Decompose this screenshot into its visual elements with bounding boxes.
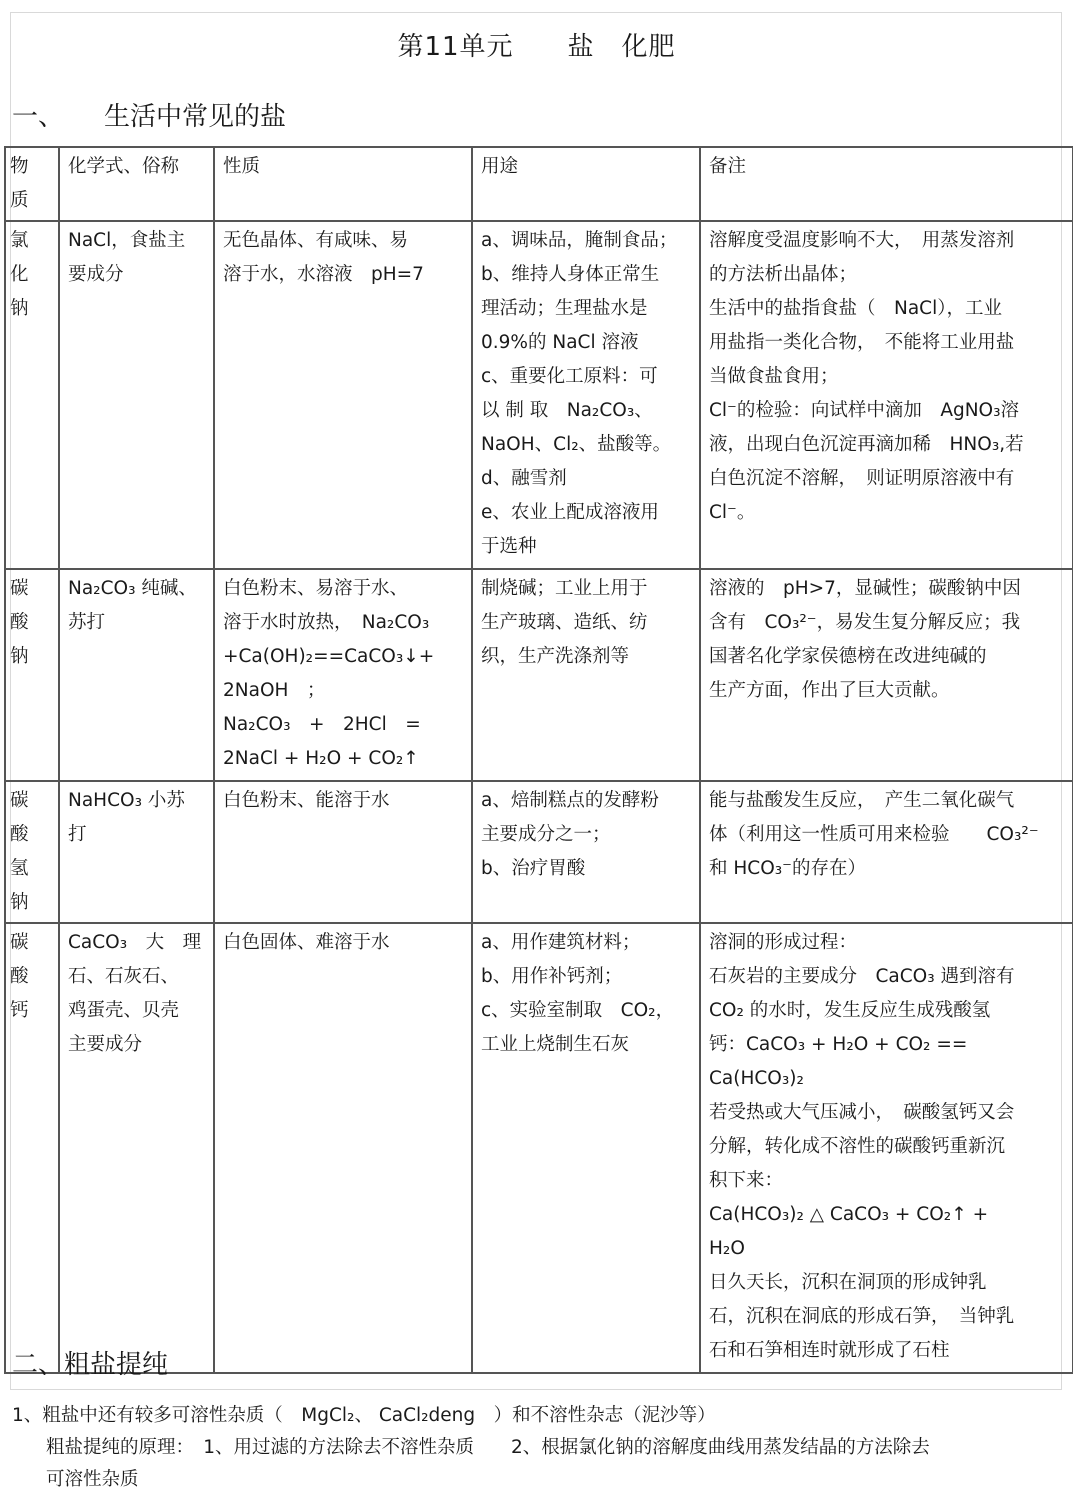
cell-line: 体（利用这一性质可用来检验 CO₃²⁻ bbox=[709, 824, 1039, 845]
cell-line: 液，出现白色沉淀再滴加稀 HNO₃,若 bbox=[709, 434, 1024, 455]
cell-line: 溶于水时放热， Na₂CO₃ bbox=[223, 612, 430, 633]
cell-line: NaHCO₃ 小苏 bbox=[68, 790, 185, 811]
substance-char: 碳 bbox=[10, 790, 29, 811]
uses-cell bbox=[472, 221, 700, 569]
table-row bbox=[5, 569, 1073, 781]
cell-line: Cl⁻。 bbox=[709, 502, 756, 523]
cell-line: 以 制 取 Na₂CO₃、 bbox=[481, 400, 653, 421]
cell-line: 织，生产洗涤剂等 bbox=[481, 646, 630, 667]
cell-line: 打 bbox=[68, 824, 87, 845]
substance-char: 钠 bbox=[10, 892, 29, 913]
cell-line: c、重要化工原料：可 bbox=[481, 366, 658, 387]
cell-line: 的方法析出晶体； bbox=[709, 264, 858, 285]
cell-line: 当做食盐食用； bbox=[709, 366, 839, 387]
header-cell-formula: 化学式、俗称 bbox=[59, 147, 214, 221]
cell-line: 于选种 bbox=[481, 536, 537, 557]
substance-char: 碳 bbox=[10, 578, 29, 599]
substance-cell bbox=[5, 221, 59, 569]
cell-line: 日久天长，沉积在洞顶的形成钟乳 bbox=[709, 1272, 987, 1293]
table-row bbox=[5, 221, 1073, 569]
substance-cell bbox=[5, 569, 59, 781]
cell-line: NaOH、Cl₂、盐酸等。 bbox=[481, 434, 672, 455]
section-title: 生活中常见的盐 bbox=[104, 102, 287, 132]
uses-cell bbox=[472, 923, 700, 1373]
cell-line: 石和石笋相连时就形成了石柱 bbox=[709, 1340, 950, 1361]
cell-line: +Ca(OH)₂==CaCO₃↓+ bbox=[223, 646, 435, 667]
formula-cell bbox=[59, 781, 214, 923]
cell-line: 白色固体、难溶于水 bbox=[223, 932, 390, 953]
cell-line: 主要成分 bbox=[68, 1034, 143, 1055]
substance-char: 酸 bbox=[10, 966, 29, 987]
properties-cell bbox=[214, 221, 472, 569]
header-cell-notes: 备注 bbox=[700, 147, 1073, 221]
substance-cell bbox=[5, 923, 59, 1373]
table-row bbox=[5, 781, 1073, 923]
cell-line: 和 HCO₃⁻的存在） bbox=[709, 858, 866, 879]
header-cell-properties: 性质 bbox=[214, 147, 472, 221]
cell-line: 主要成分之一； bbox=[481, 824, 611, 845]
cell-line: NaCl，食盐主 bbox=[68, 230, 186, 251]
cell-line: Ca(HCO₃)₂ △ CaCO₃ + CO₂↑ + bbox=[709, 1204, 989, 1225]
cell-line: c、实验室制取 CO₂， bbox=[481, 1000, 675, 1021]
cell-line: 含有 CO₃²⁻，易发生复分解反应；我 bbox=[709, 612, 1021, 633]
cell-line: 2NaOH ； bbox=[223, 680, 326, 701]
cell-line: 白色粉末、易溶于水、 bbox=[223, 578, 409, 599]
substance-char: 钠 bbox=[10, 298, 29, 319]
cell-line: Na₂CO₃ 纯碱、 bbox=[68, 578, 197, 599]
cell-line: 工业上烧制生石灰 bbox=[481, 1034, 630, 1055]
cell-line: CaCO₃ 大 理 bbox=[68, 932, 202, 953]
cell-line: 溶解度受温度影响不大， 用蒸发溶剂 bbox=[709, 230, 1015, 251]
cell-line: d、融雪剂 bbox=[481, 468, 567, 489]
substance-char: 钠 bbox=[10, 646, 29, 667]
cell-line: b、维持人身体正常生 bbox=[481, 264, 660, 285]
notes-cell bbox=[700, 781, 1073, 923]
formula-cell bbox=[59, 923, 214, 1373]
cell-line: b、用作补钙剂； bbox=[481, 966, 623, 987]
properties-cell bbox=[214, 781, 472, 923]
substance-char: 化 bbox=[10, 264, 29, 285]
salts-table bbox=[4, 146, 1073, 1374]
note-line: 可溶性杂质 bbox=[46, 1469, 139, 1490]
cell-line: 溶液的 pH>7，显碱性；碳酸钠中因 bbox=[709, 578, 1021, 599]
cell-line: 苏打 bbox=[68, 612, 106, 633]
cell-line: 白色粉末、能溶于水 bbox=[223, 790, 390, 811]
cell-line: 无色晶体、有咸味、易 bbox=[223, 230, 409, 251]
cell-line: a、焙制糕点的发酵粉 bbox=[481, 790, 659, 811]
cell-line: 积下来： bbox=[709, 1170, 784, 1191]
cell-line: 生产玻璃、造纸、纺 bbox=[481, 612, 648, 633]
cell-line: Ca(HCO₃)₂ bbox=[709, 1068, 804, 1089]
properties-cell bbox=[214, 569, 472, 781]
purification-notes bbox=[12, 1400, 1052, 1496]
cell-line: 理活动；生理盐水是 bbox=[481, 298, 648, 319]
notes-cell bbox=[700, 221, 1073, 569]
cell-line: 溶于水，水溶液 pH=7 bbox=[223, 264, 424, 285]
cell-line: 0.9%的 NaCl 溶液 bbox=[481, 332, 639, 353]
cell-line: Na₂CO₃ + 2HCl = bbox=[223, 714, 421, 735]
cell-line: 生产方面，作出了巨大贡献。 bbox=[709, 680, 950, 701]
section-number: 一、 bbox=[12, 102, 65, 132]
cell-line: CO₂ 的水时，发生反应生成残酸氢 bbox=[709, 1000, 991, 1021]
notes-cell bbox=[700, 569, 1073, 781]
substance-char: 氢 bbox=[10, 858, 29, 879]
cell-line: 石灰岩的主要成分 CaCO₃ 遇到溶有 bbox=[709, 966, 1015, 987]
cell-line: 生活中的盐指食盐（ NaCl），工业 bbox=[709, 298, 1002, 319]
cell-line: 白色沉淀不溶解， 则证明原溶液中有 bbox=[709, 468, 1015, 489]
formula-cell bbox=[59, 569, 214, 781]
note-line: 粗盐提纯的原理： 1、用过滤的方法除去不溶性杂质 2、根据氯化钠的溶解度曲线用蒸发结晶的方法除去 bbox=[46, 1437, 930, 1458]
substance-char: 酸 bbox=[10, 824, 29, 845]
cell-line: 分解，转化成不溶性的碳酸钙重新沉 bbox=[709, 1136, 1006, 1157]
cell-line: 要成分 bbox=[68, 264, 124, 285]
cell-line: Cl⁻的检验：向试样中滴加 AgNO₃溶 bbox=[709, 400, 1020, 421]
cell-line: 制烧碱；工业上用于 bbox=[481, 578, 648, 599]
cell-line: 能与盐酸发生反应， 产生二氧化碳气 bbox=[709, 790, 1015, 811]
properties-cell bbox=[214, 923, 472, 1373]
cell-line: a、用作建筑材料； bbox=[481, 932, 641, 953]
uses-cell bbox=[472, 569, 700, 781]
cell-line: 国著名化学家侯德榜在改进纯碱的 bbox=[709, 646, 987, 667]
cell-line: 用盐指一类化合物， 不能将工业用盐 bbox=[709, 332, 1015, 353]
substance-char: 氯 bbox=[10, 230, 29, 251]
cell-line: 2NaCl + H₂O + CO₂↑ bbox=[223, 748, 419, 769]
cell-line: H₂O bbox=[709, 1238, 745, 1259]
substance-char: 酸 bbox=[10, 612, 29, 633]
section-heading-common-salts bbox=[12, 96, 286, 133]
header-cell-uses: 用途 bbox=[472, 147, 700, 221]
cell-line: 若受热或大气压减小， 碳酸氢钙又会 bbox=[709, 1102, 1015, 1123]
substance-char: 钙 bbox=[10, 1000, 29, 1021]
cell-line: 石，沉积在洞底的形成石笋， 当钟乳 bbox=[709, 1306, 1015, 1327]
cell-line: a、调味品，腌制食品； bbox=[481, 230, 678, 251]
cell-line: b、治疗胃酸 bbox=[481, 858, 586, 879]
notes-cell bbox=[700, 923, 1073, 1373]
header-cell-substance: 物 质 bbox=[5, 147, 59, 221]
cell-line: 钙：CaCO₃ + H₂O + CO₂ == bbox=[709, 1034, 968, 1055]
cell-line: e、农业上配成溶液用 bbox=[481, 502, 659, 523]
uses-cell bbox=[472, 781, 700, 923]
substance-cell bbox=[5, 781, 59, 923]
table-row bbox=[5, 923, 1073, 1373]
section-heading-salt-purification: 二、粗盐提纯 bbox=[12, 1350, 169, 1380]
table-header-row bbox=[5, 147, 1073, 221]
cell-line: 鸡蛋壳、贝壳 bbox=[68, 1000, 180, 1021]
cell-line: 溶洞的形成过程： bbox=[709, 932, 858, 953]
page-title: 第11单元 盐 化肥 bbox=[397, 32, 676, 62]
formula-cell bbox=[59, 221, 214, 569]
substance-char: 碳 bbox=[10, 932, 29, 953]
note-line: 1、粗盐中还有较多可溶性杂质（ MgCl₂、 CaCl₂deng ）和不溶性杂志（泥沙等） bbox=[12, 1405, 716, 1426]
cell-line: 石、石灰石、 bbox=[68, 966, 180, 987]
